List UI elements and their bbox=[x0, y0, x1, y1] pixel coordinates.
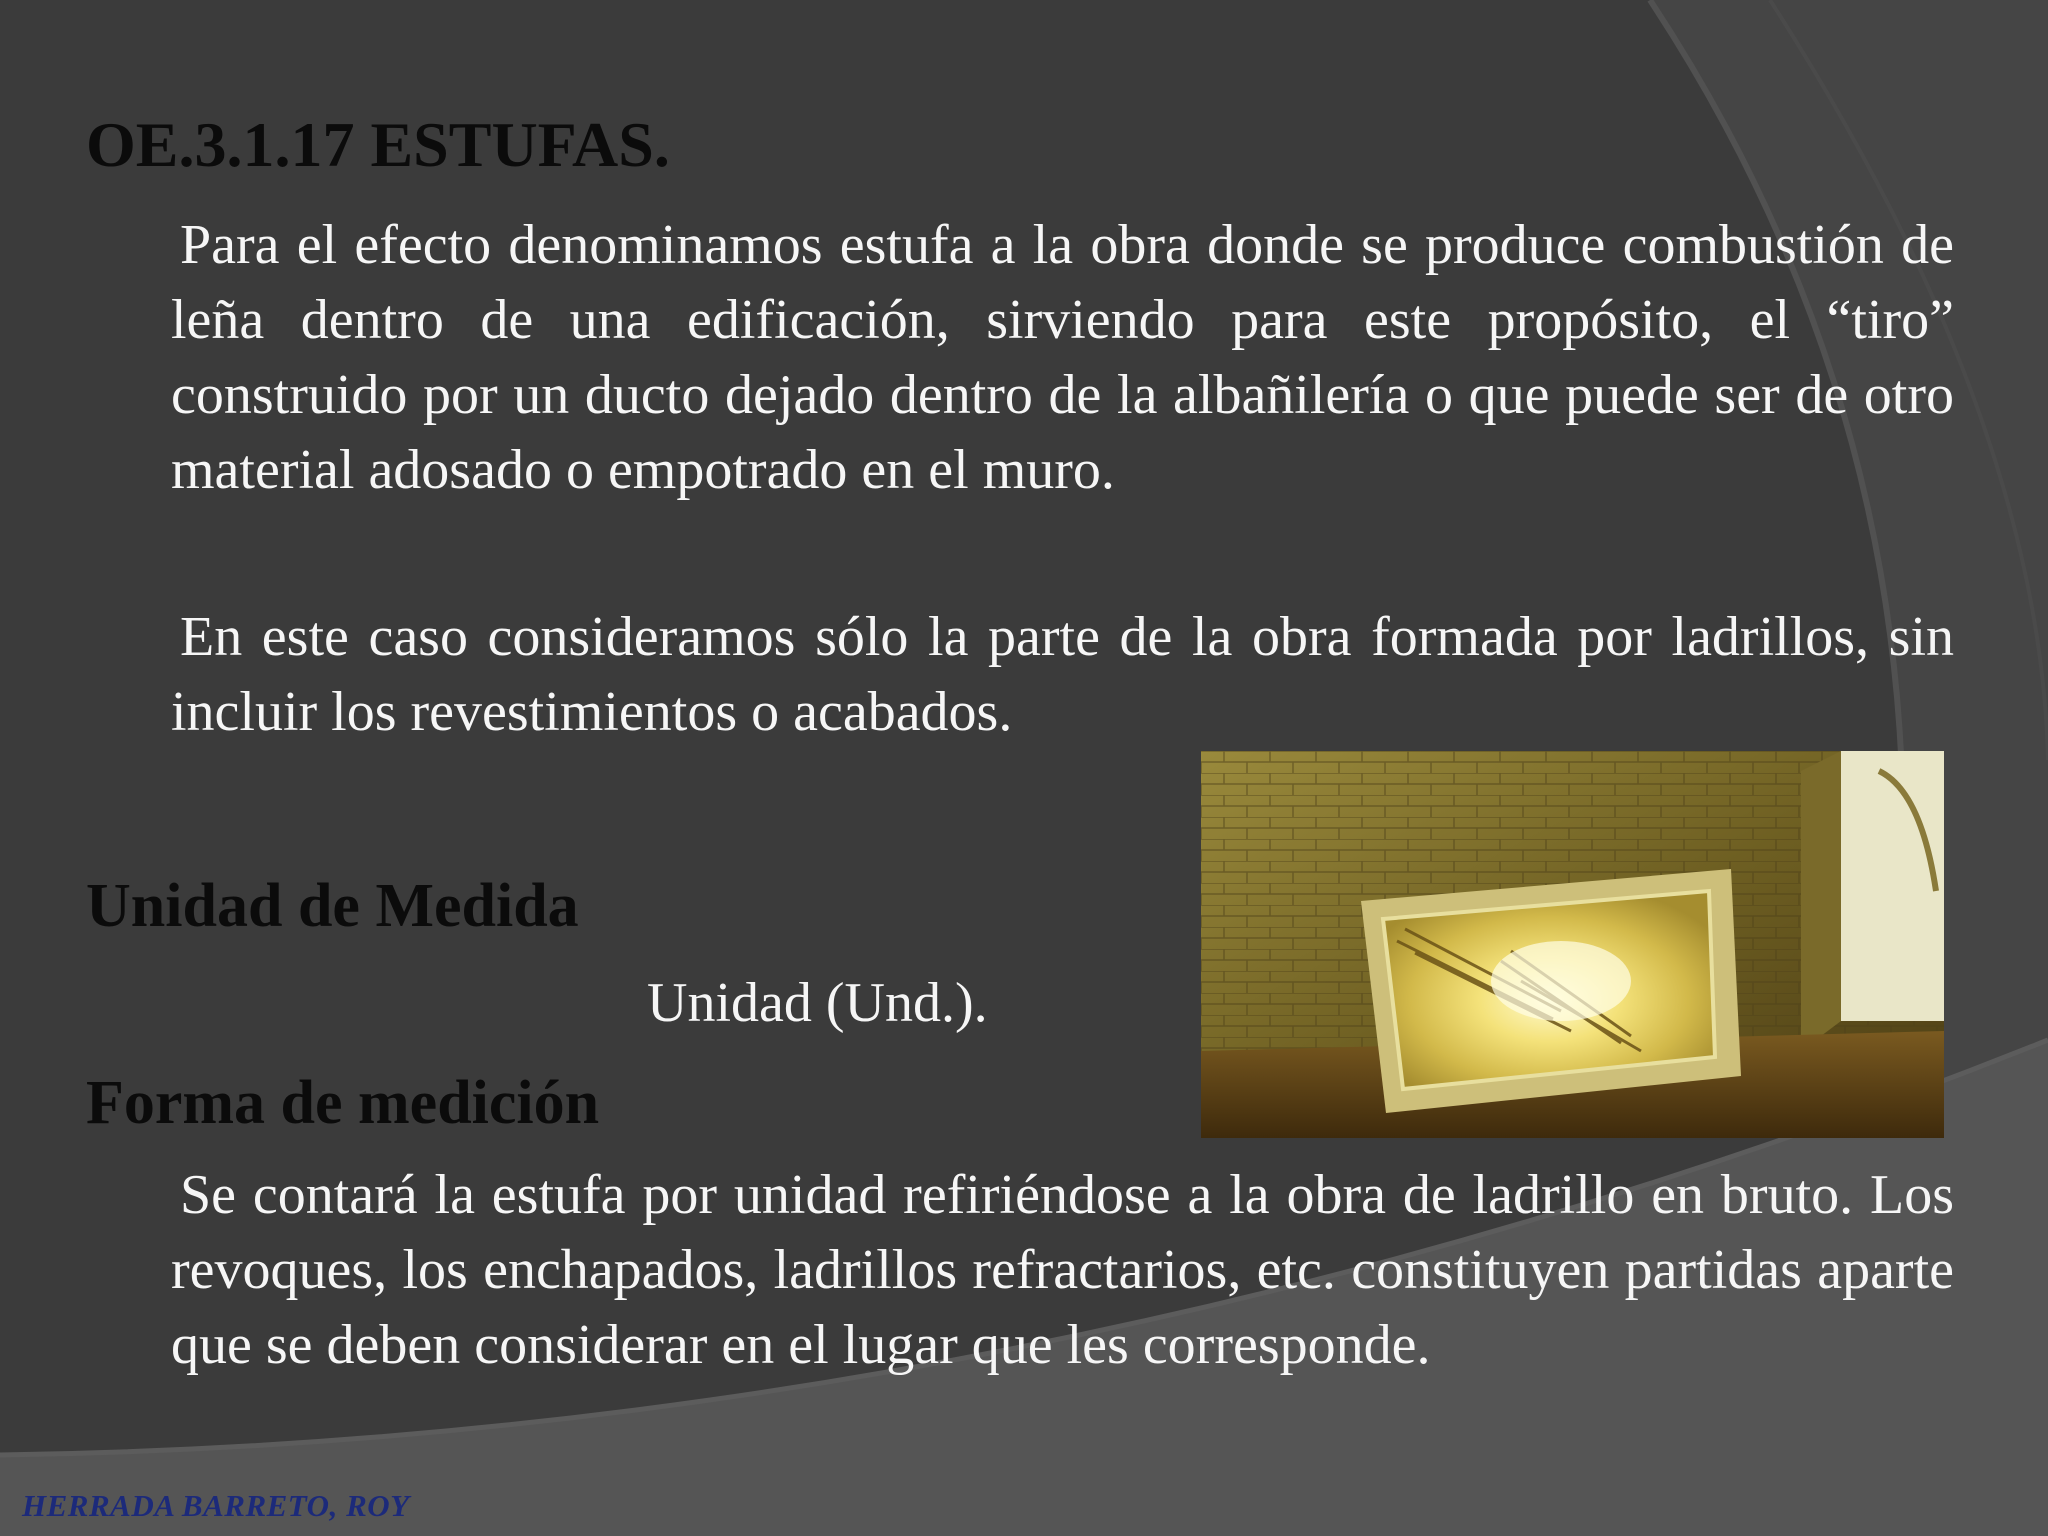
slide-title: OE.3.1.17 ESTUFAS. bbox=[86, 109, 670, 180]
intro-paragraph-1: Para el efecto denominamos estufa a la obra donde se produce combustión de leña dentro de una edificación, sirviendo para este propósito, el “tiro” construido por un ducto dejado dentro de la albañilería o que puede ser de otro material adosado o empotrado en el muro. bbox=[171, 214, 1954, 501]
fireplace-image bbox=[1201, 751, 1944, 1138]
intro-paragraph-2: En este caso consideramos sólo la parte de la obra formada por ladrillos, sin incluir los revestimientos o acabados. bbox=[171, 606, 1954, 743]
author-footer: HERRADA BARRETO, ROY bbox=[22, 1488, 410, 1523]
unit-heading: Unidad de Medida bbox=[86, 872, 579, 940]
unit-value: Unidad (Und.). bbox=[647, 972, 988, 1034]
measure-paragraph: Se contará la estufa por unidad refiriéndose a la obra de ladrillo en bruto. Los revoques, los enchapados, ladrillos refractarios, etc. constituyen partidas aparte que se deben considerar en el lugar que les corresponde. bbox=[171, 1164, 1954, 1376]
fireplace-photo bbox=[1201, 751, 1944, 1138]
measure-heading: Forma de medición bbox=[86, 1069, 600, 1137]
